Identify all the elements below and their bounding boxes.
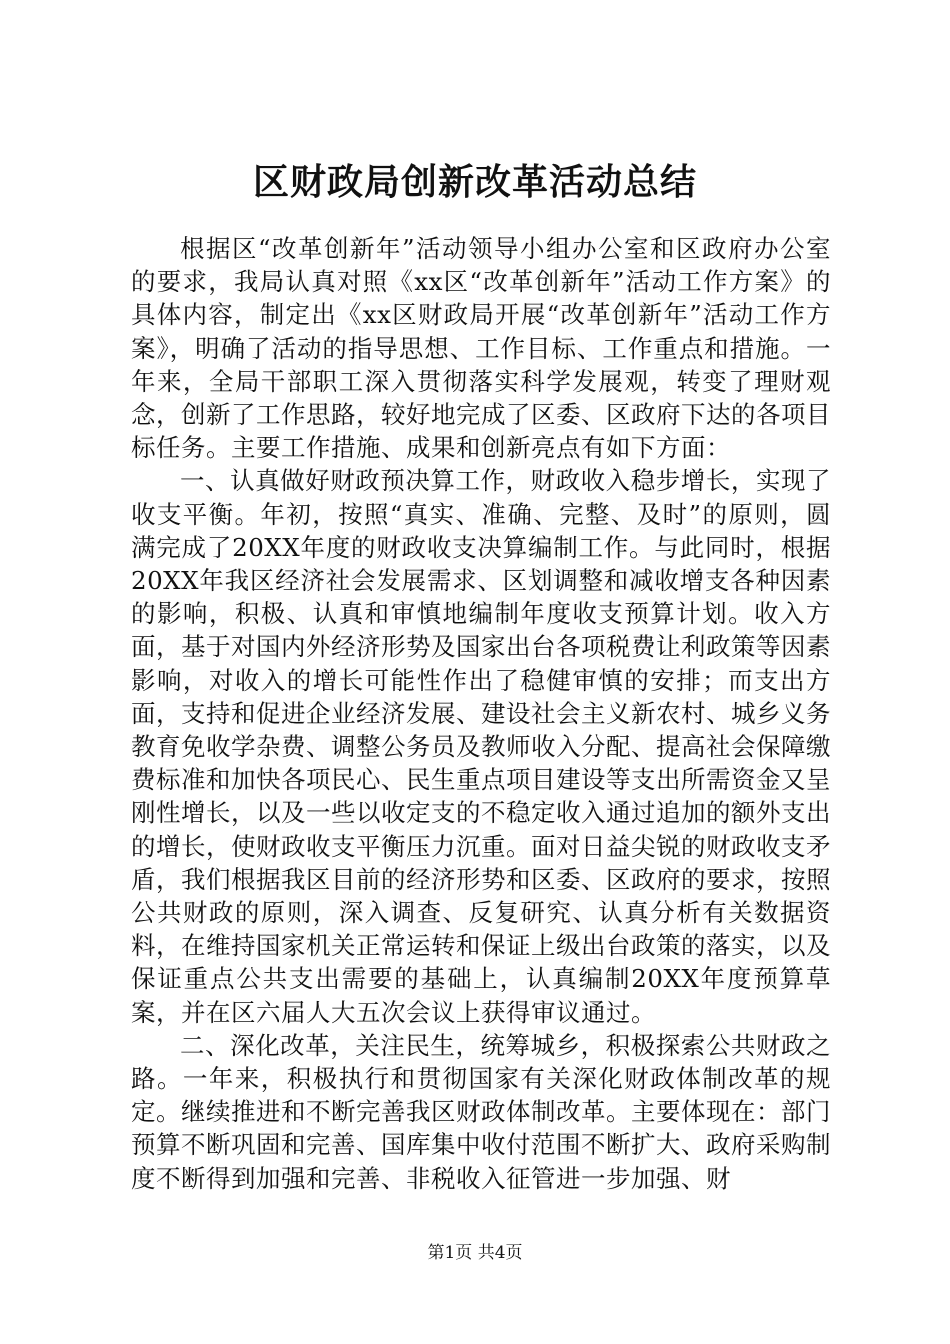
page-number: 第1页 共4页 [427, 1243, 523, 1263]
paragraph-intro: 根据区“改革创新年”活动领导小组办公室和区政府办公室的要求，我局认真对照《xx区“改革创新年”活动工作方案》的具体内容，制定出《xx区财政局开展“改革创新年”活动工作方案》，明确了活动的指导思想、工作目标、工作重点和措施。一年来，全局干部职工深入贯彻落实科学发展观，转变了理财观念，创新了工作思路，较好地完成了区委、区政府下达的各项目标任务。主要工作措施、成果和创新亮点有如下方面： [131, 234, 831, 463]
paragraph-section-1: 一、认真做好财政预决算工作，财政收入稳步增长，实现了收支平衡。年初，按照“真实、准确、完整、及时”的原则，圆满完成了20XX年度的财政收支决算编制工作。与此同时，根据20XX年我区经济社会发展需求、区划调整和减收增支各种因素的影响，积极、认真和审慎地编制年度收支预算计划。收入方面，基于对国内外经济形势及国家出台各项税费让利政策等因素影响，对收入的增长可能性作出了稳健审慎的安排；而支出方面，支持和促进企业经济发展、建设社会主义新农村、城乡义务教育免收学杂费、调整公务员及教师收入分配、提高社会保障缴费标准和加快各项民心、民生重点项目建设等支出所需资金又呈刚性增长，以及一些以收定支的不稳定收入通过追加的额外支出的增长，使财政收支平衡压力沉重。面对日益尖锐的财政收支矛盾，我们根据我区目前的经济形势和区委、区政府的要求，按照公共财政的原则，深入调查、反复研究、认真分析有关数据资料，在维持国家机关正常运转和保证上级出台政策的落实，以及保证重点公共支出需要的基础上，认真编制20XX年度预算草案，并在区六届人大五次会议上获得审议通过。 [131, 466, 831, 1027]
paragraph-section-2: 二、深化改革，关注民生，统筹城乡，积极探索公共财政之路。一年来，积极执行和贯彻国家有关深化财政体制改革的规定。继续推进和不断完善我区财政体制改革。主要体现在：部门预算不断巩固和完善、国库集中收付范围不断扩大、政府采购制度不断得到加强和完善、非税收入征管进一步加强、财 [131, 1030, 831, 1193]
document-body [131, 232, 831, 1195]
document-title: 区财政局创新改革活动总结 [252, 161, 697, 203]
